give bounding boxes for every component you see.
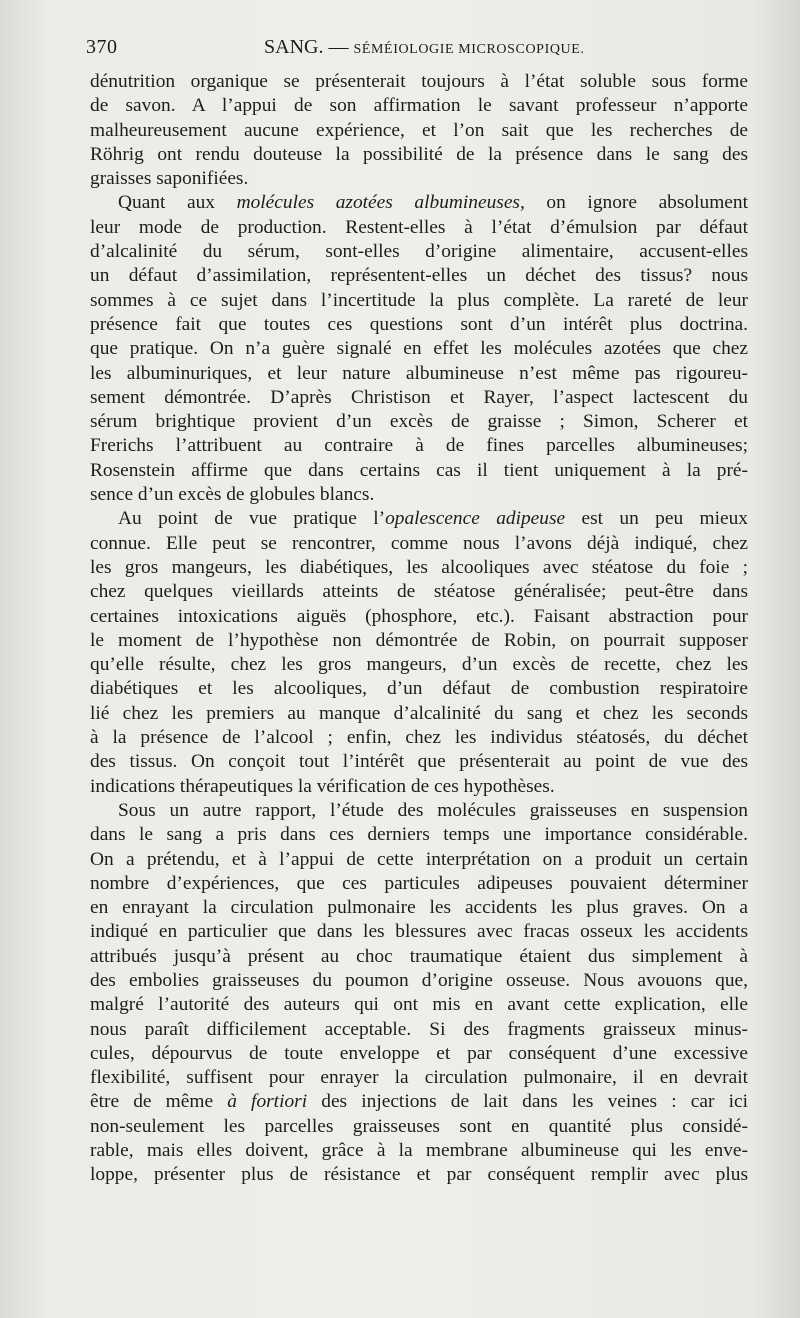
text-line: qu’elle résulte, chez les gros mangeurs, d’un excès de recette, chez les	[90, 654, 748, 676]
text-line: indications thérapeutiques la vérification de ces hypothèses.	[90, 775, 555, 797]
text-line: cules, dépourvus de toute enveloppe et par conséquent d’une excessive	[90, 1042, 748, 1064]
running-head-subtitle: SÉMÉIOLOGIE MICROSCOPIQUE.	[353, 42, 585, 57]
text-line: leur mode de production. Restent-elles à l’état d’émulsion par défaut	[90, 216, 748, 238]
text-segment: être de même	[90, 1091, 228, 1113]
text-line: dénutrition organique se présenterait toujours à l’état soluble sous forme	[90, 71, 748, 92]
text-line: Sous un autre rapport, l’étude des molécules graisseuses en suspension	[118, 799, 748, 821]
text-segment: est un peu mieux	[565, 508, 748, 530]
text-line: en enrayant la circulation pulmonaire les accidents les plus graves. On a	[90, 897, 748, 919]
text-line	[90, 1090, 748, 1114]
italic-term: à fortiori	[227, 1091, 308, 1113]
text-line	[90, 191, 748, 215]
text-segment: des injections de lait dans les veines : car ici	[307, 1091, 748, 1113]
text-line: sement démontrée. D’après Christison et Rayer, l’aspect lactescent du	[90, 386, 748, 408]
page-number: 370	[86, 36, 118, 58]
text-line: graisses saponifiées.	[90, 168, 249, 190]
text-line: malheureusement aucune expérience, et l’on sait que les recherches de	[90, 119, 748, 141]
text-line: Röhrig ont rendu douteuse la possibilité de la présence dans le sang des	[90, 143, 748, 165]
text-line: d’alcalinité du sérum, sont-elles d’origine alimentaire, accusent-elles	[90, 241, 748, 263]
text-line: lié chez les premiers au manque d’alcalinité du sang et chez les seconds	[90, 702, 748, 724]
text-line: de savon. A l’appui de son affirmation le savant professeur n’apporte	[90, 95, 748, 117]
text-line: diabétiques et les alcooliques, d’un défaut de combustion respiratoire	[90, 678, 748, 700]
text-line: nous paraît difficilement acceptable. Si des fragments graisseux minus-	[90, 1018, 748, 1040]
text-line	[90, 507, 748, 531]
text-line: non-seulement les parcelles graisseuses sont en quantité plus considé-	[90, 1115, 748, 1137]
text-line: des tissus. On conçoit tout l’intérêt que présenterait au point de vue des	[90, 751, 748, 773]
text-line: à la présence de l’alcool ; enfin, chez les individus stéatosés, du déchet	[90, 727, 748, 749]
text-line: chez quelques vieillards atteints de stéatose généralisée; peut-être dans	[90, 581, 748, 603]
text-line: rable, mais elles doivent, grâce à la membrane albumineuse qui les enve-	[90, 1140, 748, 1162]
running-head-title: SANG.	[264, 36, 324, 58]
text-line: Rosenstein affirme que dans certains cas il tient uniquement à la pré-	[90, 459, 748, 481]
text-line: Frerichs l’attribuent au contraire à de fines parcelles albumineuses;	[90, 435, 748, 457]
text-line: sence d’un excès de globules blancs.	[90, 484, 375, 506]
text-line: des embolies graisseuses du poumon d’origine osseuse. Nous avouons que,	[90, 969, 748, 991]
text-line: sérum brightique provient d’un excès de graisse ; Simon, Scherer et	[90, 411, 748, 433]
text-line: sommes à ce sujet dans l’incertitude la plus complète. La rareté de leur	[90, 289, 748, 311]
italic-term: opalescence adipeuse	[385, 508, 566, 530]
text-line: indiqué en particulier que dans les blessures avec fracas osseux les accidents	[90, 921, 748, 943]
text-line: dans le sang a pris dans ces derniers temps une importance considérable.	[90, 824, 748, 846]
text-line: On a prétendu, et à l’appui de cette interprétation on a produit un certain	[90, 848, 748, 870]
text-line: certaines intoxications aiguës (phosphore, etc.). Faisant abstraction pour	[90, 605, 748, 627]
text-line: les gros mangeurs, les diabétiques, les alcooliques avec stéatose du foie ;	[90, 556, 748, 578]
running-head-separator: —	[328, 36, 349, 58]
text-line: le moment de l’hypothèse non démontrée de Robin, on pourrait supposer	[90, 629, 748, 651]
text-line: malgré l’autorité des auteurs qui ont mis en avant cette explication, elle	[90, 994, 748, 1016]
text-line: les albuminuriques, et leur nature albumineuse n’est même pas rigoureu-	[90, 362, 748, 384]
text-line: un défaut d’assimilation, représentent-elles un déchet des tissus? nous	[90, 265, 748, 287]
page-body-text	[90, 70, 748, 1188]
text-segment: Au point de vue pratique l’	[118, 508, 386, 530]
text-segment: Quant aux	[118, 192, 237, 214]
italic-term: molécules azotées albumineuses,	[236, 192, 525, 214]
text-line: connue. Elle peut se rencontrer, comme nous l’avons déjà indiqué, chez	[90, 532, 748, 554]
text-line: flexibilité, suffisent pour enrayer la circulation pulmonaire, il en devrait	[90, 1067, 748, 1089]
running-head	[264, 36, 585, 59]
text-line: que pratique. On n’a guère signalé en effet les molécules azotées que chez	[90, 338, 748, 360]
text-line: nombre d’expériences, que ces particules adipeuses pouvaient déterminer	[90, 872, 748, 894]
page-header	[86, 30, 748, 66]
text-line: loppe, présenter plus de résistance et par conséquent remplir avec plus	[90, 1164, 748, 1186]
text-segment: on ignore absolument	[524, 192, 748, 214]
text-line: attribués jusqu’à présent au choc traumatique étaient dus simplement à	[90, 945, 748, 967]
text-line: présence fait que toutes ces questions sont d’un intérêt plus doctrina.	[90, 313, 748, 335]
